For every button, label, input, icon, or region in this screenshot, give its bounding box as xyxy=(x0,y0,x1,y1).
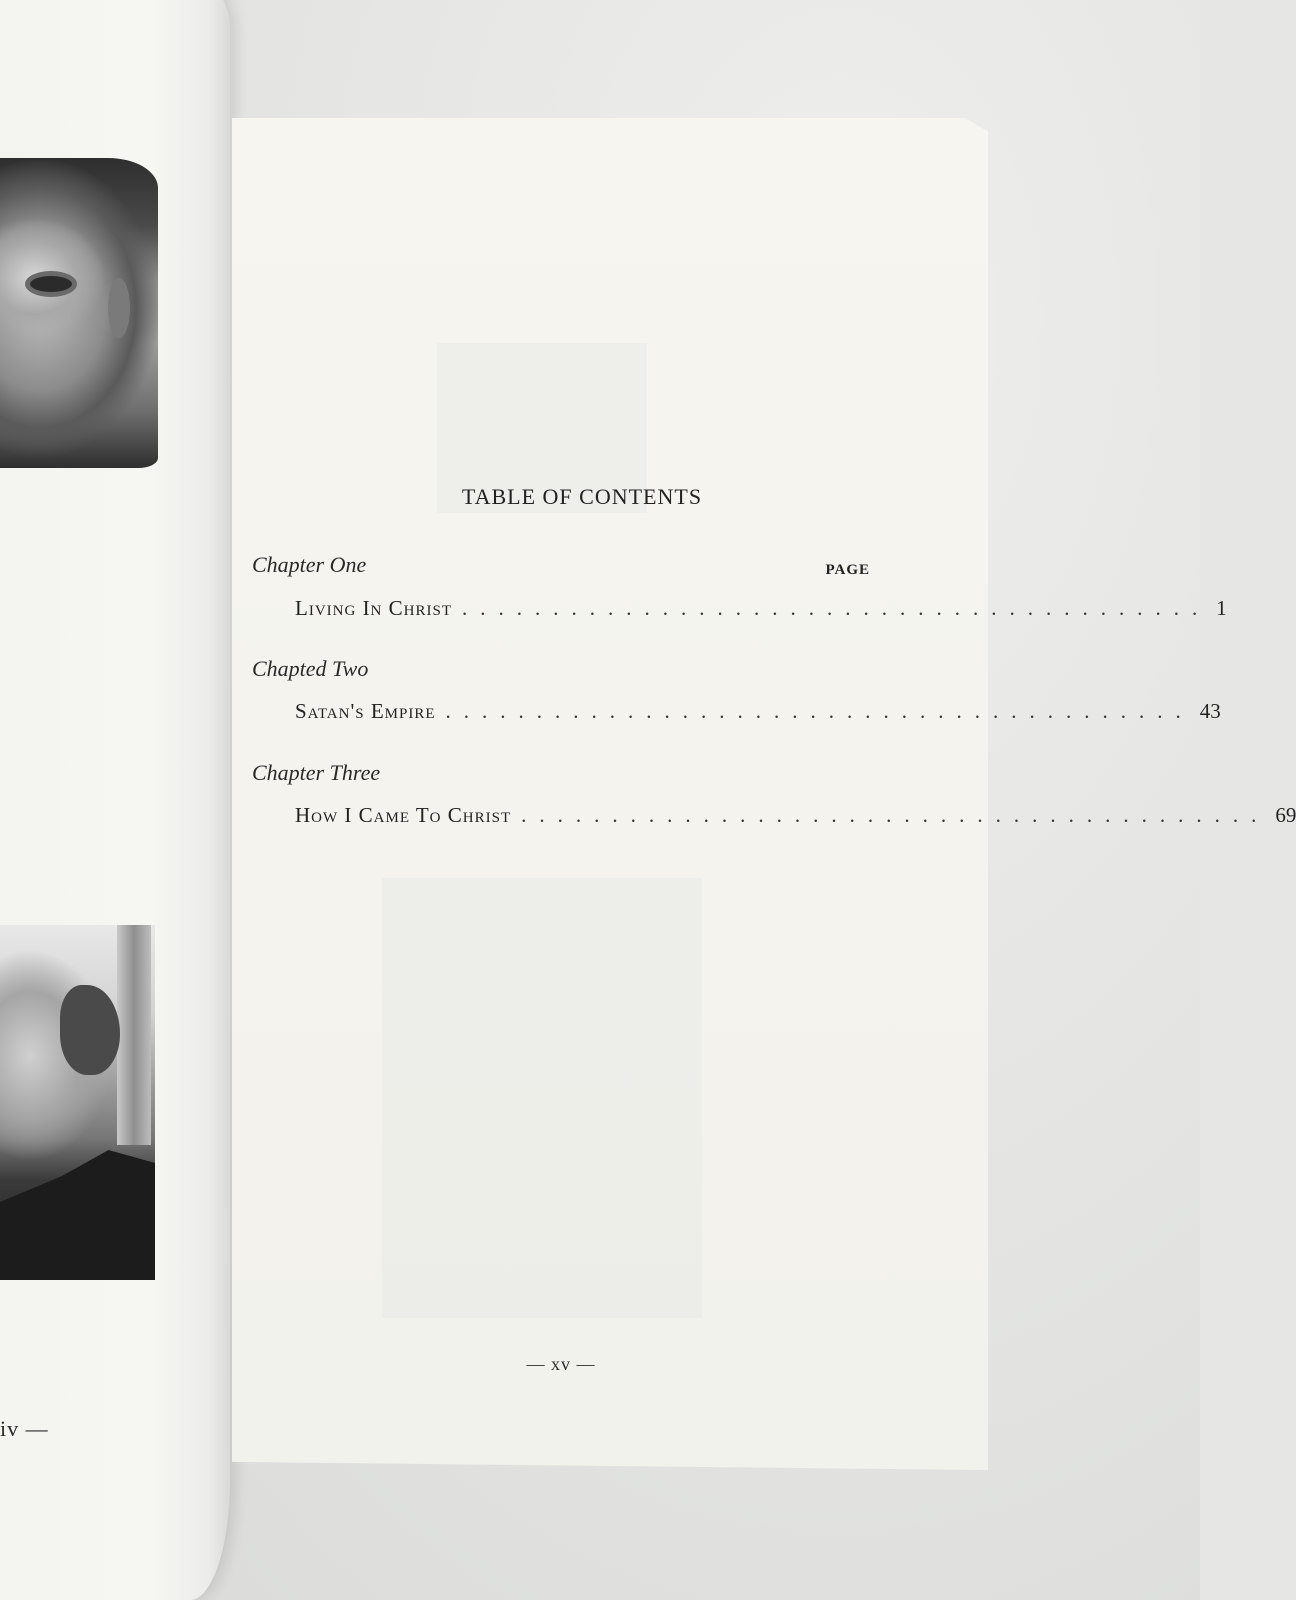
page-column-label: PAGE xyxy=(825,562,870,578)
toc-entry-title: Living In Christ xyxy=(295,596,452,620)
toc-entry-title: Satan's Empire xyxy=(295,699,436,723)
left-page-folio: iv — xyxy=(0,1416,49,1441)
chapter-label: Chapted Two xyxy=(252,656,369,681)
dot-leader: ......................................... xyxy=(462,596,1211,620)
bleed-through xyxy=(382,878,702,1318)
chapter-label: Chapter One xyxy=(252,552,367,577)
dot-leader: ......................................... xyxy=(445,699,1194,723)
chapter-label: Chapter Three xyxy=(252,760,381,785)
page-title: TABLE OF CONTENTS xyxy=(461,484,703,509)
toc-entry xyxy=(295,803,1296,828)
dot-leader: ......................................... xyxy=(521,803,1270,827)
toc-entry xyxy=(295,699,1221,724)
toc-entry-page: 1 xyxy=(1216,596,1227,620)
toc-entry xyxy=(295,596,1227,621)
toc-entry-title: How I Came To Christ xyxy=(295,803,512,827)
toc-entry-page: 43 xyxy=(1199,699,1221,723)
left-page xyxy=(0,0,230,1600)
portrait-photo-bottom xyxy=(0,925,155,1280)
right-page-folio: — xv — xyxy=(526,1354,596,1374)
portrait-photo-top xyxy=(0,158,158,468)
toc-entry-page: 69 xyxy=(1275,803,1296,827)
right-page xyxy=(232,118,988,1470)
